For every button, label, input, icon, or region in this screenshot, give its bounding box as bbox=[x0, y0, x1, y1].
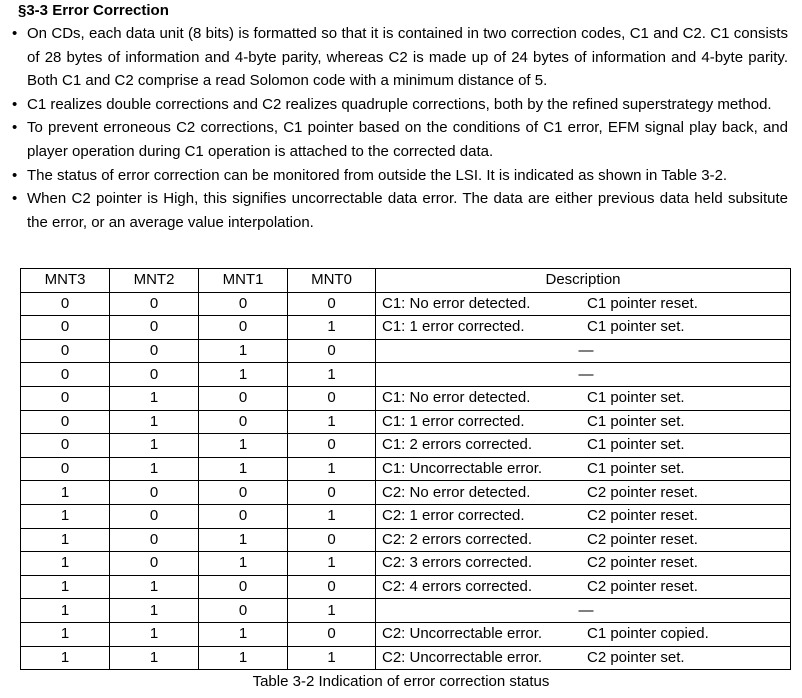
cell-mnt3: 0 bbox=[21, 434, 110, 458]
description-pointer: C2 pointer set. bbox=[587, 648, 685, 666]
table-body bbox=[21, 292, 791, 670]
table-caption: Table 3-2 Indication of error correction status bbox=[252, 673, 550, 690]
cell-mnt1: 1 bbox=[199, 363, 288, 387]
bullet-glyph: • bbox=[12, 95, 18, 113]
cell-mnt0: 0 bbox=[288, 528, 376, 552]
cell-mnt2: 0 bbox=[110, 292, 199, 316]
description-status: C2: Uncorrectable error. bbox=[382, 625, 543, 643]
cell-mnt1: 0 bbox=[199, 292, 288, 316]
description-pointer: C1 pointer copied. bbox=[587, 625, 709, 643]
cell-description bbox=[376, 528, 791, 552]
description-status: C1: No error detected. bbox=[382, 389, 531, 407]
cell-mnt3: 0 bbox=[21, 339, 110, 363]
cell-mnt1: 0 bbox=[199, 386, 288, 410]
bullet-text: The status of error correction can be monitored from outside the LSI. It is indicated as shown in Table 3-2. bbox=[27, 166, 728, 184]
cell-mnt2: 1 bbox=[110, 386, 199, 410]
description-dash: — bbox=[578, 365, 594, 383]
cell-mnt1: 1 bbox=[199, 457, 288, 481]
cell-mnt0: 0 bbox=[288, 339, 376, 363]
table-row bbox=[21, 410, 791, 434]
description-status: C1: 1 error corrected. bbox=[382, 318, 525, 336]
description-pointer: C1 pointer reset. bbox=[587, 294, 698, 312]
cell-mnt1: 1 bbox=[199, 552, 288, 576]
cell-mnt3: 1 bbox=[21, 599, 110, 623]
cell-mnt3: 1 bbox=[21, 622, 110, 646]
cell-mnt1: 0 bbox=[199, 481, 288, 505]
description-pointer: C2 pointer reset. bbox=[587, 554, 698, 572]
cell-description bbox=[376, 646, 791, 670]
cell-mnt0: 1 bbox=[288, 457, 376, 481]
cell-mnt3: 1 bbox=[21, 481, 110, 505]
description-status: C2: 1 error corrected. bbox=[382, 507, 525, 525]
cell-mnt1: 0 bbox=[199, 410, 288, 434]
description-status: C1: Uncorrectable error. bbox=[382, 460, 543, 478]
header-mnt2: MNT2 bbox=[110, 269, 199, 293]
description-pointer: C2 pointer reset. bbox=[587, 507, 698, 525]
description-status: C1: No error detected. bbox=[382, 294, 531, 312]
cell-mnt3: 1 bbox=[21, 575, 110, 599]
cell-mnt1: 0 bbox=[199, 504, 288, 528]
table-row bbox=[21, 481, 791, 505]
cell-mnt2: 0 bbox=[110, 528, 199, 552]
table-row bbox=[21, 316, 791, 340]
cell-mnt3: 0 bbox=[21, 292, 110, 316]
bullet-glyph: • bbox=[12, 25, 18, 42]
cell-description bbox=[376, 316, 791, 340]
table-row bbox=[21, 646, 791, 670]
cell-description bbox=[376, 575, 791, 599]
cell-mnt2: 1 bbox=[110, 410, 199, 434]
cell-mnt2: 1 bbox=[110, 599, 199, 623]
cell-description bbox=[376, 457, 791, 481]
header-mnt0: MNT0 bbox=[288, 269, 376, 293]
cell-description bbox=[376, 434, 791, 458]
cell-mnt1: 1 bbox=[199, 622, 288, 646]
cell-mnt1: 0 bbox=[199, 599, 288, 623]
cell-description bbox=[376, 599, 791, 623]
bullet-text: When C2 pointer is High, this signifies uncorrectable data error. The data are either previous data held subsitute the error, or an average value interpolation. bbox=[27, 190, 788, 231]
cell-mnt0: 1 bbox=[288, 363, 376, 387]
cell-mnt3: 1 bbox=[21, 646, 110, 670]
bullet-text: C1 realizes double corrections and C2 realizes quadruple corrections, both by the refined superstrategy method. bbox=[27, 95, 772, 113]
table-header-row bbox=[21, 269, 791, 293]
bullet-item bbox=[12, 164, 788, 188]
cell-mnt0: 1 bbox=[288, 316, 376, 340]
cell-description bbox=[376, 481, 791, 505]
cell-mnt3: 0 bbox=[21, 316, 110, 340]
cell-mnt3: 1 bbox=[21, 504, 110, 528]
cell-mnt2: 1 bbox=[110, 434, 199, 458]
table-row bbox=[21, 552, 791, 576]
cell-description bbox=[376, 386, 791, 410]
description-pointer: C1 pointer set. bbox=[587, 318, 685, 336]
description-pointer: C1 pointer set. bbox=[587, 460, 685, 478]
cell-mnt1: 1 bbox=[199, 434, 288, 458]
cell-mnt1: 1 bbox=[199, 646, 288, 670]
cell-mnt2: 0 bbox=[110, 481, 199, 505]
cell-mnt2: 1 bbox=[110, 622, 199, 646]
cell-mnt2: 1 bbox=[110, 457, 199, 481]
cell-mnt3: 1 bbox=[21, 552, 110, 576]
description-status: C2: 3 errors corrected. bbox=[382, 554, 533, 572]
table-row bbox=[21, 292, 791, 316]
header-mnt3: MNT3 bbox=[21, 269, 110, 293]
table-row bbox=[21, 622, 791, 646]
cell-mnt2: 0 bbox=[110, 316, 199, 340]
cell-mnt2: 1 bbox=[110, 646, 199, 670]
bullet-item bbox=[12, 116, 788, 163]
cell-description bbox=[376, 363, 791, 387]
cell-mnt2: 1 bbox=[110, 575, 199, 599]
table-row bbox=[21, 528, 791, 552]
bullet-glyph: • bbox=[12, 119, 18, 137]
bullet-item bbox=[12, 187, 788, 234]
bullet-glyph: • bbox=[12, 190, 18, 208]
cell-mnt2: 0 bbox=[110, 363, 199, 387]
cell-mnt0: 1 bbox=[288, 599, 376, 623]
cell-mnt2: 0 bbox=[110, 339, 199, 363]
description-status: C1: 1 error corrected. bbox=[382, 412, 525, 430]
cell-description bbox=[376, 339, 791, 363]
cell-description bbox=[376, 552, 791, 576]
description-dash: — bbox=[578, 342, 594, 360]
cell-mnt3: 0 bbox=[21, 386, 110, 410]
description-pointer: C2 pointer reset. bbox=[587, 530, 698, 548]
cell-mnt1: 0 bbox=[199, 316, 288, 340]
cell-mnt0: 0 bbox=[288, 622, 376, 646]
cell-mnt0: 0 bbox=[288, 386, 376, 410]
cell-mnt0: 1 bbox=[288, 504, 376, 528]
description-status: C2: 4 errors corrected. bbox=[382, 578, 533, 596]
bullet-item bbox=[12, 22, 788, 93]
cell-description bbox=[376, 504, 791, 528]
cell-mnt2: 0 bbox=[110, 504, 199, 528]
error-correction-status-table bbox=[20, 268, 791, 670]
bullet-text: On CDs, each data unit (8 bits) is formatted so that it is contained in two correction codes, C1 and C2. C1 consists of 28 bytes of information and 4-byte parity, whereas C2 is made up of 24 bytes of information and 4-byte parity. Both C1 and C2 comprise a read Solomon code with a minimum distance of 5. bbox=[27, 25, 788, 90]
description-pointer: C1 pointer set. bbox=[587, 412, 685, 430]
table-row bbox=[21, 575, 791, 599]
cell-mnt0: 1 bbox=[288, 410, 376, 434]
description-pointer: C2 pointer reset. bbox=[587, 578, 698, 596]
cell-mnt3: 1 bbox=[21, 528, 110, 552]
header-description: Description bbox=[376, 269, 791, 293]
cell-mnt1: 0 bbox=[199, 575, 288, 599]
cell-mnt3: 0 bbox=[21, 410, 110, 434]
bullet-text: To prevent erroneous C2 corrections, C1 pointer based on the conditions of C1 error, EFM signal play back, and player operation during C1 operation is attached to the corrected data. bbox=[27, 119, 788, 160]
cell-mnt3: 0 bbox=[21, 363, 110, 387]
cell-mnt1: 1 bbox=[199, 339, 288, 363]
description-status: C2: No error detected. bbox=[382, 483, 531, 501]
table-row bbox=[21, 386, 791, 410]
cell-mnt0: 1 bbox=[288, 552, 376, 576]
cell-description bbox=[376, 410, 791, 434]
table-row bbox=[21, 504, 791, 528]
cell-mnt0: 0 bbox=[288, 434, 376, 458]
description-status: C1: 2 errors corrected. bbox=[382, 436, 533, 454]
bullet-glyph: • bbox=[12, 166, 18, 184]
cell-mnt0: 0 bbox=[288, 481, 376, 505]
table-row bbox=[21, 363, 791, 387]
header-mnt1: MNT1 bbox=[199, 269, 288, 293]
cell-mnt2: 0 bbox=[110, 552, 199, 576]
cell-description bbox=[376, 622, 791, 646]
description-pointer: C2 pointer reset. bbox=[587, 483, 698, 501]
bullet-item bbox=[12, 93, 788, 117]
cell-description bbox=[376, 292, 791, 316]
table-row bbox=[21, 599, 791, 623]
section-heading: §3-3 Error Correction bbox=[18, 2, 169, 19]
table-row bbox=[21, 457, 791, 481]
description-status: C2: Uncorrectable error. bbox=[382, 648, 543, 666]
cell-mnt0: 0 bbox=[288, 292, 376, 316]
cell-mnt0: 0 bbox=[288, 575, 376, 599]
description-dash: — bbox=[578, 601, 594, 619]
cell-mnt3: 0 bbox=[21, 457, 110, 481]
description-pointer: C1 pointer set. bbox=[587, 436, 685, 454]
table-row bbox=[21, 434, 791, 458]
bullet-list bbox=[12, 22, 788, 234]
cell-mnt1: 1 bbox=[199, 528, 288, 552]
description-pointer: C1 pointer set. bbox=[587, 389, 685, 407]
cell-mnt0: 1 bbox=[288, 646, 376, 670]
table-row bbox=[21, 339, 791, 363]
description-status: C2: 2 errors corrected. bbox=[382, 530, 533, 548]
